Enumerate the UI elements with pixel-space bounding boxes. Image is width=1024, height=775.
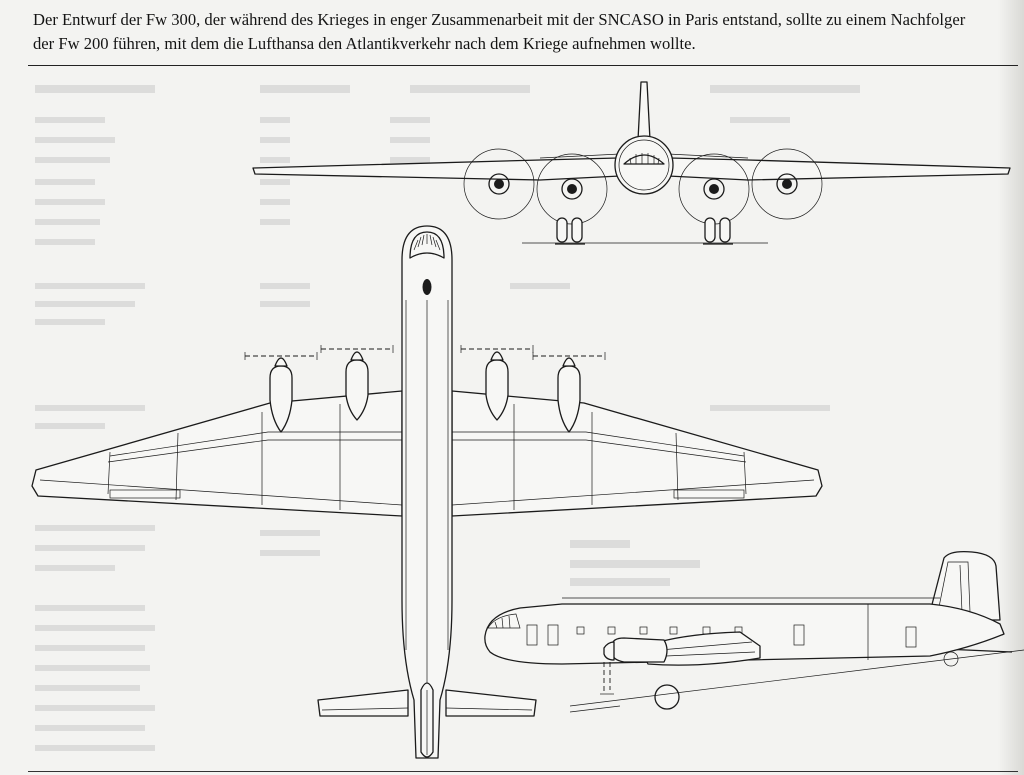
side-view xyxy=(485,552,1024,712)
caption-line-2: der Fw 200 führen, mit dem die Lufthansa den Atlantikverkehr nach dem Kriege aufnehmen wollte. xyxy=(33,34,696,53)
top-view xyxy=(32,226,822,758)
front-view xyxy=(253,82,1010,244)
page-bottom-rule xyxy=(28,771,1018,772)
caption-line-1: Der Entwurf der Fw 300, der während des Krieges in enger Zusammenarbeit mit der SNCASO in Paris entstand, sollte zu einem Nachfolger xyxy=(33,10,966,29)
